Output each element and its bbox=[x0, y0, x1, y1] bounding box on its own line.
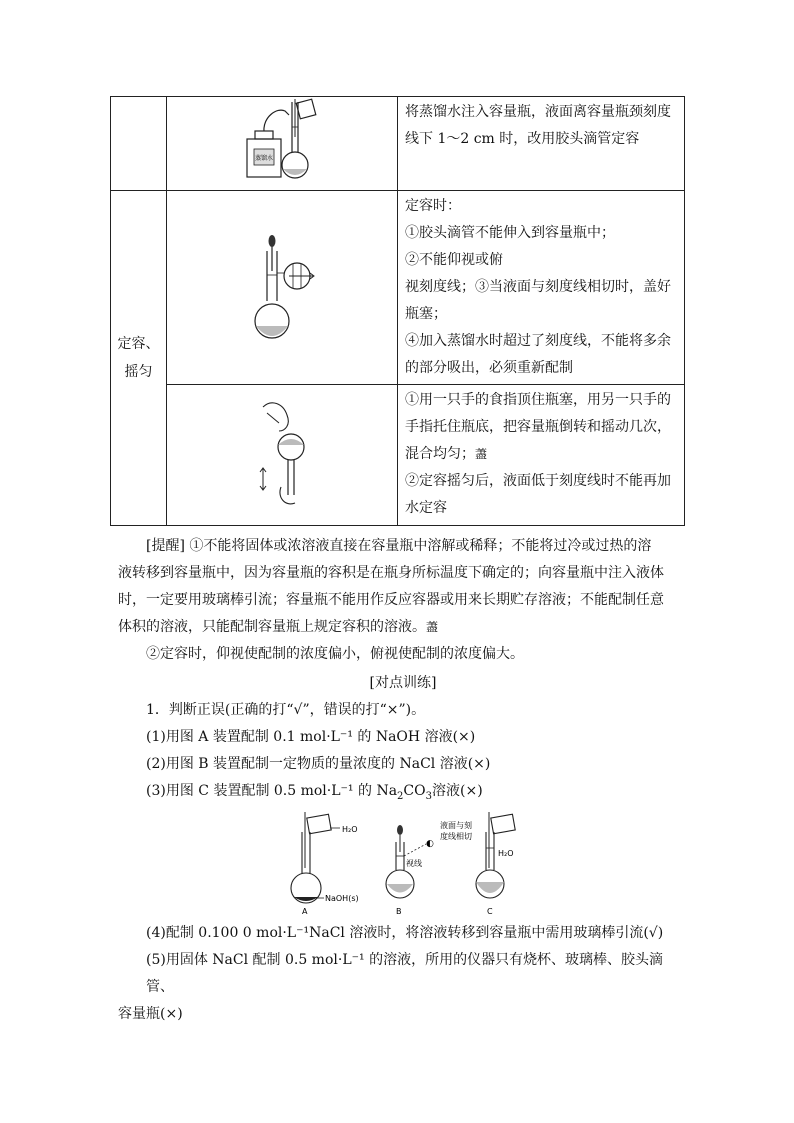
reminder-line: [提醒] ①不能将固体或浓溶液直接在容量瓶中溶解或稀释；不能将过冷或过热的溶 bbox=[146, 538, 652, 554]
step-line: 水定容 bbox=[405, 500, 447, 516]
step-text-cell bbox=[398, 385, 685, 526]
question-item: (5)用固体 NaCl 配制 0.5 mol·L⁻¹ 的溶液，所用的仪器只有烧杯、玻璃棒、胶头滴管、 bbox=[146, 952, 664, 995]
step-line: 将蒸馏水注入容量瓶，液面离容量瓶颈刻度 bbox=[405, 104, 671, 120]
step-line: ①胶头滴管不能伸入到容量瓶中； bbox=[405, 225, 615, 241]
reminder-line bbox=[118, 614, 688, 641]
illustration-cell bbox=[167, 191, 398, 385]
step-line-text: 混合均匀； bbox=[405, 446, 475, 462]
step-text-cell bbox=[398, 191, 685, 385]
mark-glyph: 藎 bbox=[475, 447, 488, 461]
step-line: ②定容摇匀后，液面低于刻度线时不能再加 bbox=[405, 473, 671, 489]
procedure-table bbox=[110, 96, 685, 526]
step-text-cell bbox=[398, 97, 685, 191]
tangent-label-line: 液面与刻 bbox=[440, 821, 472, 830]
step-line: 的部分吸出，必须重新配制 bbox=[405, 360, 573, 376]
apparatus-figure bbox=[280, 808, 540, 920]
step-line bbox=[405, 441, 680, 468]
step-line: ①用一只手的食指顶住瓶塞，用另一只手的 bbox=[405, 392, 671, 408]
illustration-cell bbox=[167, 97, 398, 191]
practice-heading: [对点训练] bbox=[369, 675, 437, 691]
table-row bbox=[111, 97, 685, 191]
reminder-line-text: 体积的溶液，只能配制容量瓶上规定容积的溶液。 bbox=[118, 619, 426, 635]
figure-label-b: B bbox=[396, 907, 402, 916]
bottle-label: 蒸馏水 bbox=[254, 155, 274, 162]
table-row bbox=[111, 385, 685, 526]
question-text: CO bbox=[403, 783, 426, 799]
dropper-flask-illustration bbox=[167, 191, 397, 380]
step-line: 瓶塞； bbox=[405, 306, 447, 322]
question-item bbox=[118, 778, 688, 810]
stage-label bbox=[118, 330, 160, 386]
tangent-label-line: 度线相切 bbox=[440, 832, 472, 841]
step-line: 视刻度线；③当液面与刻度线相切时，盖好 bbox=[405, 279, 671, 295]
practice-section-continued bbox=[118, 920, 688, 1028]
subscript: 3 bbox=[425, 790, 432, 802]
step-line: ④加入蒸馏水时超过了刻度线，不能将多余 bbox=[405, 333, 671, 349]
reminder-line: 时，一定要用玻璃棒引流；容量瓶不能用作反应容器或用来长期贮存溶液；不能配制任意 bbox=[118, 592, 664, 608]
stage-label-line: 摇匀 bbox=[124, 364, 153, 380]
naoh-label: NaOH(s) bbox=[325, 894, 359, 903]
inverting-flask-illustration bbox=[167, 385, 397, 521]
stage-label-line: 定容、 bbox=[117, 336, 160, 352]
question-item: 容量瓶(×) bbox=[118, 1006, 183, 1022]
h2o-label-c: H₂O bbox=[498, 849, 514, 858]
wash-bottle-illustration bbox=[167, 97, 397, 186]
stage-cell bbox=[111, 191, 167, 526]
question-item: (1)用图 A 装置配制 0.1 mol·L⁻¹ 的 NaOH 溶液(×) bbox=[146, 729, 476, 745]
reminder-section bbox=[118, 533, 688, 668]
figure-label-c: C bbox=[487, 907, 493, 916]
step-line: ②不能仰视或俯 bbox=[405, 252, 503, 268]
question-text: (3)用图 C 装置配制 0.5 mol·L⁻¹ 的 Na bbox=[146, 783, 398, 799]
reminder-line: 液转移到容量瓶中，因为容量瓶的容积是在瓶身所标温度下确定的；向容量瓶中注入液体 bbox=[118, 565, 664, 581]
h2o-label-a: H₂O bbox=[342, 825, 358, 834]
subscript: 2 bbox=[397, 790, 404, 802]
question-stem: 1．判断正误(正确的打“√”，错误的打“×”)。 bbox=[146, 702, 426, 718]
step-line: 手指托住瓶底，把容量瓶倒转和摇动几次， bbox=[405, 419, 671, 435]
reminder-line: ②定容时，仰视使配制的浓度偏小，俯视使配制的浓度偏大。 bbox=[146, 646, 524, 662]
eye-icon: ◐ bbox=[426, 839, 434, 849]
sight-label: 视线 bbox=[406, 859, 422, 868]
illustration-cell bbox=[167, 385, 398, 526]
question-item: (2)用图 B 装置配制一定物质的量浓度的 NaCl 溶液(×) bbox=[146, 756, 491, 772]
stage-cell-empty bbox=[111, 97, 167, 191]
step-line: 线下 1～2 cm 时，改用胶头滴管定容 bbox=[405, 131, 640, 147]
step-line: 定容时： bbox=[405, 198, 461, 214]
question-text: 溶液(×) bbox=[432, 783, 483, 799]
question-item: (4)配制 0.100 0 mol·L⁻¹NaCl 溶液时，将溶液转移到容量瓶中需用玻璃棒引流(√) bbox=[146, 925, 664, 941]
mark-glyph: 藎 bbox=[426, 620, 439, 634]
figure-label-a: A bbox=[302, 907, 308, 916]
practice-section bbox=[118, 670, 688, 810]
table-row bbox=[111, 191, 685, 385]
